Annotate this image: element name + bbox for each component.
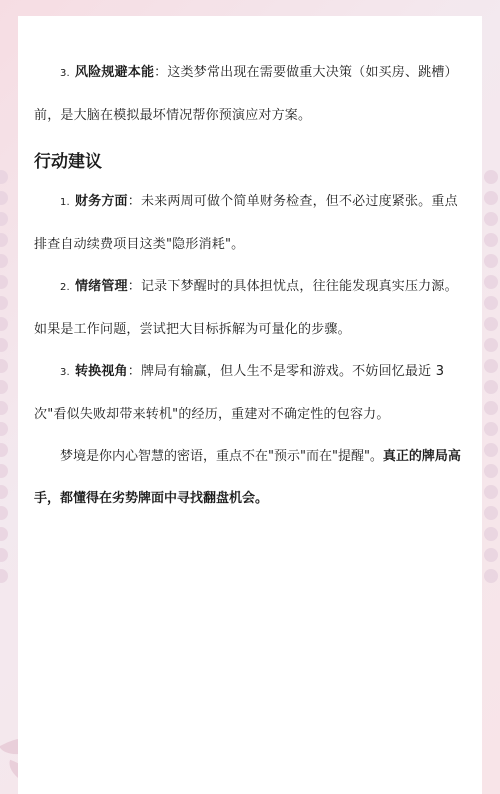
decorative-dot bbox=[0, 401, 8, 415]
decorative-dot bbox=[0, 527, 8, 541]
list-item-title: 风险规避本能 bbox=[74, 65, 155, 80]
decorative-dot bbox=[0, 443, 8, 457]
decorative-dot bbox=[0, 296, 8, 310]
decorative-dot bbox=[0, 254, 8, 268]
decorative-dot bbox=[484, 212, 498, 226]
list-item-text: ：未来两周可做个简单财务检查，但不必过度紧张。重点排查自动续费项目这类"隐形消耗"。 bbox=[34, 194, 458, 252]
decorative-dot bbox=[0, 191, 8, 205]
list-number: 3. bbox=[60, 68, 70, 79]
decorative-dot bbox=[0, 380, 8, 394]
list-item-title: 转换视角 bbox=[74, 364, 128, 379]
decorative-dot bbox=[0, 569, 8, 583]
decorative-dot bbox=[0, 212, 8, 226]
decorative-dot bbox=[484, 254, 498, 268]
list-number: 2. bbox=[60, 282, 70, 293]
decorative-dot bbox=[484, 338, 498, 352]
list-item-perspective bbox=[34, 351, 466, 436]
decorative-dot bbox=[484, 569, 498, 583]
decorative-dot bbox=[484, 401, 498, 415]
decorative-dot bbox=[484, 359, 498, 373]
list-item-text: ：记录下梦醒时的具体担忧点，往往能发现真实压力源。如果是工作问题，尝试把大目标拆解为可量化的步骤。 bbox=[34, 279, 458, 337]
right-decorative-dots bbox=[484, 170, 500, 583]
decorative-dot bbox=[484, 464, 498, 478]
decorative-dot bbox=[484, 527, 498, 541]
list-item-text: ：牌局有输赢，但人生不是零和游戏。不妨回忆最近 3 次"看似失败却带来转机"的经历，重建对不确定性的包容力。 bbox=[34, 364, 445, 422]
decorative-dot bbox=[484, 485, 498, 499]
list-item-risk-avoidance bbox=[34, 52, 466, 137]
decorative-dot bbox=[0, 170, 8, 184]
decorative-dot bbox=[484, 170, 498, 184]
decorative-dot bbox=[484, 317, 498, 331]
decorative-dot bbox=[0, 317, 8, 331]
section-heading: 行动建议 bbox=[34, 152, 102, 172]
decorative-dot bbox=[484, 380, 498, 394]
closing-text: 梦境是你内心智慧的密语，重点不在"预示"而在"提醒"。 bbox=[60, 449, 383, 464]
list-item-finance bbox=[34, 181, 466, 266]
decorative-dot bbox=[0, 422, 8, 436]
decorative-dot bbox=[484, 548, 498, 562]
list-item-title: 财务方面 bbox=[74, 194, 128, 209]
decorative-dot bbox=[0, 464, 8, 478]
decorative-dot bbox=[484, 191, 498, 205]
decorative-dot bbox=[0, 338, 8, 352]
closing-bold-text: 真正的牌局高手，都懂得在劣势牌面中寻找翻盘机会。 bbox=[34, 449, 461, 506]
decorative-dot bbox=[0, 275, 8, 289]
decorative-dot bbox=[0, 506, 8, 520]
decorative-dot bbox=[484, 422, 498, 436]
list-item-text: ：这类梦常出现在需要做重大决策（如买房、跳槽）前，是大脑在模拟最坏情况帮你预演应对方案。 bbox=[34, 65, 458, 123]
closing-paragraph bbox=[34, 436, 466, 520]
decorative-dot bbox=[484, 296, 498, 310]
decorative-dot bbox=[0, 548, 8, 562]
decorative-dot bbox=[484, 506, 498, 520]
decorative-dot bbox=[484, 233, 498, 247]
left-decorative-dots bbox=[0, 170, 16, 583]
list-item-title: 情绪管理 bbox=[74, 279, 128, 294]
decorative-dot bbox=[484, 275, 498, 289]
decorative-dot bbox=[484, 443, 498, 457]
list-number: 3. bbox=[60, 367, 70, 378]
list-number: 1. bbox=[60, 197, 70, 208]
list-item-emotion bbox=[34, 266, 466, 351]
decorative-dot bbox=[0, 359, 8, 373]
decorative-dot bbox=[0, 233, 8, 247]
document-page bbox=[18, 16, 482, 794]
decorative-dot bbox=[0, 485, 8, 499]
